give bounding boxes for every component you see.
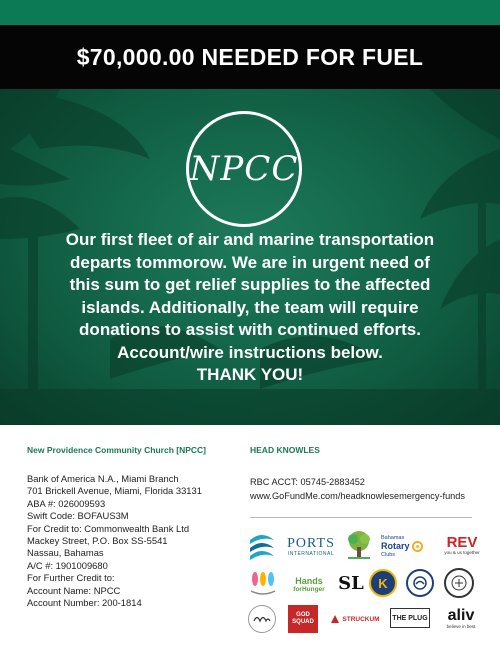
message-line: Account/wire instructions below.	[117, 342, 383, 362]
sponsor-rotary	[381, 531, 431, 561]
wire-line: Bank of America N.A., Miami Branch	[27, 473, 179, 484]
seal-icon	[412, 575, 428, 591]
sponsor-the-plug	[390, 608, 430, 628]
sponsor-feet-logo	[248, 569, 278, 597]
sponsor-nal	[444, 568, 474, 598]
ports-name: PORTS	[287, 535, 335, 551]
kiwanis-k: K	[378, 575, 388, 591]
message-line: donations to assist with continued efforts.	[79, 320, 421, 339]
wire-line: 701 Brickell Avenue, Miami, Florida 33131	[27, 485, 202, 497]
message-thank-you: THANK YOU!	[196, 365, 304, 384]
rotary-wheel-icon	[412, 541, 423, 552]
wire-line: Mackey Street, P.O. Box SS-5541	[27, 535, 168, 547]
rotary-name: Rotary	[381, 541, 410, 551]
aliv-name: aliv	[447, 606, 475, 624]
head-knowles-title: HEAD KNOWLES	[250, 445, 320, 455]
struckum-mark-icon	[330, 614, 340, 624]
hero-section	[0, 89, 500, 425]
wire-line: ABA #: 026009593	[27, 497, 106, 509]
message-line: islands. Additionally, the team will require	[81, 297, 419, 317]
sponsor-ports	[283, 533, 339, 559]
wire-line: For Credit to: Commonwealth Bank Ltd	[27, 522, 190, 534]
ports-sub: INTERNATIONAL	[287, 550, 335, 557]
the-plug-name: THE PLUG	[392, 614, 428, 622]
sponsor-rev	[438, 531, 486, 559]
wave-icon	[248, 530, 276, 562]
nal-emblem-icon	[449, 573, 469, 593]
npcc-logo-text: NPCC	[189, 149, 299, 189]
message-line: this sum to get relief supplies to the affected	[69, 275, 431, 294]
rotary-row	[381, 541, 423, 552]
sponsor-logo-wave	[248, 530, 276, 562]
npcc-logo	[186, 111, 302, 227]
hands-name: Hands	[295, 575, 323, 586]
rbc-account: RBC ACCT: 05745-2883452	[250, 477, 365, 487]
top-green-strip	[0, 0, 500, 25]
rev-tagline: you & us together	[444, 550, 480, 555]
wire-line: Account Name: NPCC	[27, 584, 121, 596]
wire-line: Account Number: 200-1814	[27, 597, 142, 609]
sponsor-seal	[406, 569, 434, 597]
hands-sub: forHunger	[293, 585, 325, 593]
head-knowles-column	[250, 445, 480, 518]
aliv-tagline: believe in best	[446, 623, 476, 629]
headline-banner	[0, 25, 500, 89]
wire-line: For Further Credit to:	[27, 572, 115, 584]
sponsor-kiwanis	[369, 569, 397, 597]
wire-line: Nassau, Bahamas	[27, 547, 104, 559]
god-squad-name: GOD SQUAD	[292, 612, 314, 625]
struckum-name: STRUCKUM	[342, 615, 380, 623]
tree-icon	[344, 529, 374, 561]
sponsor-sl	[338, 569, 364, 597]
message-line: departs tommorow. We are in urgent need of	[70, 252, 430, 272]
wire-line: A/C #: 1901009680	[27, 559, 108, 571]
footprints-icon	[248, 569, 278, 597]
rotary-top: Bahamas	[381, 534, 405, 541]
church-name: New Providence Community Church [NPCC]	[27, 445, 206, 455]
sponsor-struckum	[330, 609, 380, 629]
sponsor-hands-for-hunger	[284, 571, 334, 597]
rotary-sub: Clubs	[381, 551, 396, 558]
sponsor-aliv	[438, 603, 484, 633]
appeal-message	[20, 229, 480, 387]
divider	[250, 517, 472, 518]
headline-text: $70,000.00 NEEDED FOR FUEL	[76, 43, 424, 70]
wire-line: Swift Code: BOFAUS3M	[27, 510, 129, 522]
wire-instructions	[27, 473, 242, 609]
sponsor-script-logo	[248, 605, 276, 633]
script-mark-icon	[253, 613, 271, 625]
bank-wire-column	[27, 445, 242, 609]
message-line: Our first fleet of air and marine transportation	[65, 230, 435, 249]
sponsor-god-squad	[288, 605, 318, 633]
sponsor-tree-logo	[344, 529, 374, 561]
donation-details	[0, 425, 500, 653]
rev-name: REV	[446, 534, 478, 551]
sl-mark: SL	[338, 572, 364, 594]
gofundme-link[interactable]: www.GoFundMe.com/headknowlesemergency-funds	[250, 491, 465, 501]
